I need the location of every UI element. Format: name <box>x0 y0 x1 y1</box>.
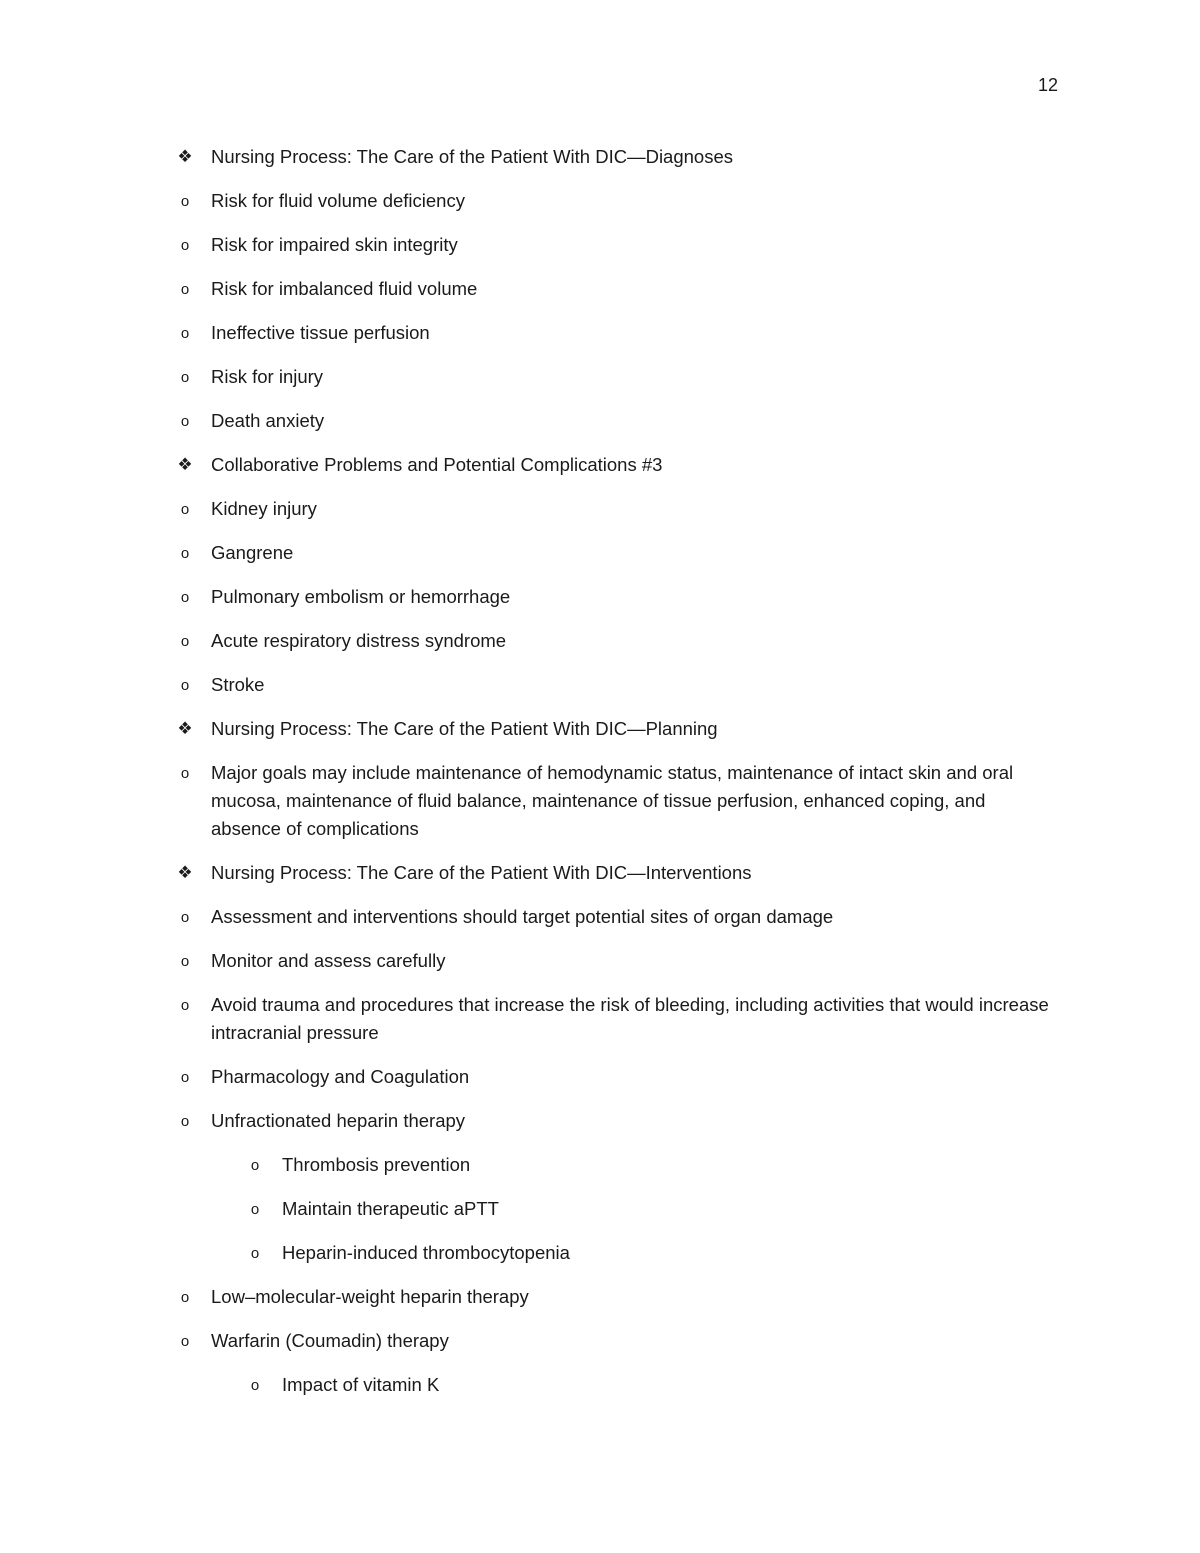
list-item <box>170 759 1050 843</box>
circle-bullet-icon: o <box>180 1289 190 1306</box>
section-heading <box>170 451 1050 479</box>
item-text: Warfarin (Coumadin) therapy <box>211 1330 449 1351</box>
list-item <box>170 1107 1050 1135</box>
circle-bullet-icon: o <box>250 1245 260 1262</box>
item-text: Risk for fluid volume deficiency <box>211 190 465 211</box>
list-item <box>170 275 1050 303</box>
circle-bullet-icon: o <box>180 997 190 1014</box>
circle-bullet-icon: o <box>180 953 190 970</box>
item-text: Kidney injury <box>211 498 317 519</box>
circle-bullet-icon: o <box>180 281 190 298</box>
item-text: Impact of vitamin K <box>282 1374 440 1395</box>
list-item <box>170 319 1050 347</box>
item-text: Assessment and interventions should target potential sites of organ damage <box>211 906 834 927</box>
sub-list-item <box>170 1371 1050 1399</box>
item-text: Pulmonary embolism or hemorrhage <box>211 586 511 607</box>
document-body <box>170 143 1050 1415</box>
sub-list-item <box>170 1239 1050 1267</box>
list-item <box>170 947 1050 975</box>
item-text: Risk for impaired skin integrity <box>211 234 458 255</box>
circle-bullet-icon: o <box>180 1069 190 1086</box>
diamond-bullet-icon: ❖ <box>177 147 193 166</box>
list-item <box>170 903 1050 931</box>
list-item <box>170 539 1050 567</box>
diamond-bullet-icon: ❖ <box>177 863 193 882</box>
list-item <box>170 231 1050 259</box>
list-item <box>170 583 1050 611</box>
item-text: Nursing Process: The Care of the Patient With DIC—Diagnoses <box>211 146 733 167</box>
item-text: Avoid trauma and procedures that increase the risk of bleeding, including activities that would increase intracranial pressure <box>211 994 1049 1043</box>
circle-bullet-icon: o <box>180 633 190 650</box>
item-text: Acute respiratory distress syndrome <box>211 630 507 651</box>
circle-bullet-icon: o <box>180 677 190 694</box>
diamond-bullet-icon: ❖ <box>177 719 193 738</box>
section-heading <box>170 143 1050 171</box>
circle-bullet-icon: o <box>180 369 190 386</box>
list-item <box>170 495 1050 523</box>
diamond-bullet-icon: ❖ <box>177 455 193 474</box>
item-text: Risk for injury <box>211 366 324 387</box>
sub-list-item <box>170 1151 1050 1179</box>
item-text: Unfractionated heparin therapy <box>211 1110 466 1131</box>
list-item <box>170 1327 1050 1355</box>
list-item <box>170 671 1050 699</box>
list-item <box>170 627 1050 655</box>
item-text: Monitor and assess carefully <box>211 950 446 971</box>
circle-bullet-icon: o <box>250 1157 260 1174</box>
item-text: Nursing Process: The Care of the Patient With DIC—Interventions <box>211 862 752 883</box>
item-text: Risk for imbalanced fluid volume <box>211 278 478 299</box>
item-text: Heparin-induced thrombocytopenia <box>282 1242 570 1263</box>
circle-bullet-icon: o <box>180 325 190 342</box>
circle-bullet-icon: o <box>180 501 190 518</box>
section-heading <box>170 715 1050 743</box>
circle-bullet-icon: o <box>250 1377 260 1394</box>
item-text: Death anxiety <box>211 410 325 431</box>
list-item <box>170 187 1050 215</box>
circle-bullet-icon: o <box>180 909 190 926</box>
sub-list-item <box>170 1195 1050 1223</box>
item-text: Collaborative Problems and Potential Complications #3 <box>211 454 663 475</box>
item-text: Major goals may include maintenance of hemodynamic status, maintenance of intact skin and oral mucosa, maintenance of fluid balance, maintenance of tissue perfusion, enhanced coping, and absence of complications <box>211 762 1014 839</box>
section-heading <box>170 859 1050 887</box>
circle-bullet-icon: o <box>180 237 190 254</box>
list-item <box>170 363 1050 391</box>
item-text: Pharmacology and Coagulation <box>211 1066 470 1087</box>
circle-bullet-icon: o <box>180 1333 190 1350</box>
item-text: Stroke <box>211 674 265 695</box>
item-text: Nursing Process: The Care of the Patient With DIC—Planning <box>211 718 718 739</box>
list-item <box>170 407 1050 435</box>
item-text: Low–molecular-weight heparin therapy <box>211 1286 529 1307</box>
circle-bullet-icon: o <box>180 193 190 210</box>
circle-bullet-icon: o <box>180 589 190 606</box>
list-item <box>170 1063 1050 1091</box>
circle-bullet-icon: o <box>180 413 190 430</box>
list-item <box>170 1283 1050 1311</box>
circle-bullet-icon: o <box>250 1201 260 1218</box>
item-text: Ineffective tissue perfusion <box>211 322 430 343</box>
circle-bullet-icon: o <box>180 1113 190 1130</box>
list-item <box>170 991 1050 1047</box>
item-text: Thrombosis prevention <box>282 1154 471 1175</box>
page-number: 12 <box>1037 75 1058 95</box>
item-text: Maintain therapeutic aPTT <box>282 1198 499 1219</box>
item-text: Gangrene <box>211 542 294 563</box>
circle-bullet-icon: o <box>180 545 190 562</box>
circle-bullet-icon: o <box>180 765 190 782</box>
